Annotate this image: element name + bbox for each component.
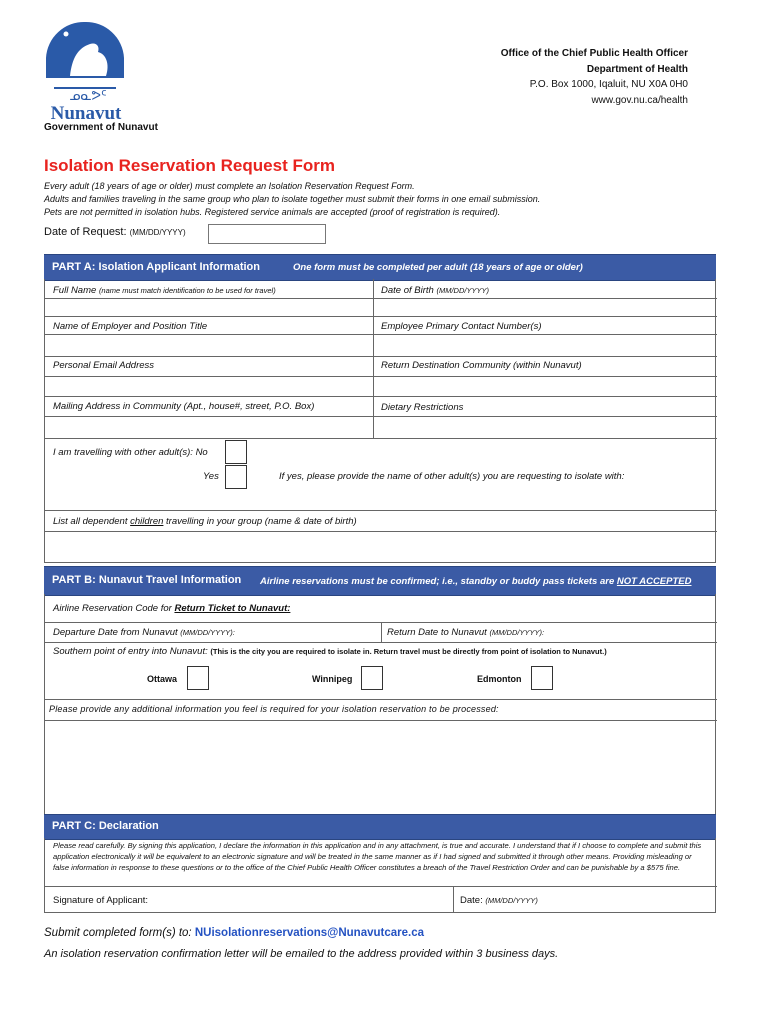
winnipeg-checkbox[interactable] xyxy=(361,666,383,690)
other-adults-label: If yes, please provide the name of other adult(s) you are requesting to isolate with: xyxy=(279,471,625,482)
other-adults-field[interactable] xyxy=(279,485,709,507)
mailing-address-field[interactable] xyxy=(45,417,372,438)
return-date-label: Return Date to Nunavut (MM/DD/YYYY): xyxy=(387,627,545,638)
logo-text: Nunavut xyxy=(50,103,122,123)
employee-contact-label: Employee Primary Contact Number(s) xyxy=(381,321,542,332)
dob-label: Date of Birth (MM/DD/YYYY) xyxy=(381,285,489,296)
additional-info-field[interactable] xyxy=(45,721,716,815)
signature-label: Signature of Applicant: xyxy=(53,895,149,906)
email-label: Personal Email Address xyxy=(53,360,155,371)
full-name-field[interactable] xyxy=(45,299,372,316)
logo-syllabics: ᓄᓇᕗᑦ xyxy=(69,89,107,104)
government-label: Government of Nunavut xyxy=(44,122,158,133)
edmonton-checkbox[interactable] xyxy=(531,666,553,690)
date-of-request-input[interactable] xyxy=(208,224,326,244)
part-b-title: PART B: Nunavut Travel Information xyxy=(52,574,242,586)
travelling-yes-checkbox[interactable] xyxy=(225,465,247,489)
full-name-label: Full Name (name must match identification to be used for travel) xyxy=(53,285,276,296)
office-line-1: Office of the Chief Public Health Officer xyxy=(500,48,688,59)
confirmation-notice: An isolation reservation confirmation letter will be emailed to the address provided within 3 business days. xyxy=(44,948,559,960)
office-line-4[interactable]: www.gov.nu.ca/health xyxy=(591,94,688,106)
part-a-title: PART A: Isolation Applicant Information xyxy=(52,261,260,273)
children-label: List all dependent children travelling in your group (name & date of birth) xyxy=(53,516,357,527)
employer-label: Name of Employer and Position Title xyxy=(53,321,208,332)
form-title: Isolation Reservation Request Form xyxy=(44,156,335,175)
winnipeg-label: Winnipeg xyxy=(312,674,353,684)
intro-line: Adults and families traveling in the same group who plan to isolate together must submit their forms in one email submission. xyxy=(44,194,541,204)
children-field[interactable] xyxy=(45,532,716,563)
dietary-label: Dietary Restrictions xyxy=(381,402,464,413)
office-line-3: P.O. Box 1000, Iqaluit, NU X0A 0H0 xyxy=(529,79,688,90)
submit-email-link[interactable]: NUisolationreservations@Nunavutcare.ca xyxy=(194,927,424,939)
office-line-2: Department of Health xyxy=(586,63,688,75)
part-b-header xyxy=(44,566,716,596)
return-community-field[interactable] xyxy=(374,377,716,396)
travelling-no-checkbox[interactable] xyxy=(225,440,247,464)
ottawa-checkbox[interactable] xyxy=(187,666,209,690)
office-address xyxy=(501,46,688,108)
signature-field[interactable] xyxy=(165,888,449,912)
part-a-subtitle: One form must be completed per adult (18 years of age or older) xyxy=(293,262,583,273)
submit-instruction: Submit completed form(s) to: NUisolationreservations@Nunavutcare.ca xyxy=(44,927,424,939)
date-of-request-label: Date of Request: (MM/DD/YYYY) xyxy=(44,226,186,238)
dob-field[interactable] xyxy=(374,299,716,316)
edmonton-label: Edmonton xyxy=(477,674,522,684)
nunavut-logo xyxy=(40,18,130,123)
travelling-yes-label: Yes xyxy=(203,471,219,482)
airline-code-field[interactable] xyxy=(355,598,711,620)
ottawa-label: Ottawa xyxy=(147,674,178,684)
part-c-header xyxy=(44,814,716,840)
travelling-label: I am travelling with other adult(s): No xyxy=(53,447,208,458)
declaration-date-field[interactable] xyxy=(545,888,713,912)
intro-line: Every adult (18 years of age or older) must complete an Isolation Reservation Request Form. xyxy=(44,181,415,191)
declaration-text: Please read carefully. By signing this application, I declare the information in this application and in any attachment, is true and accurate. I understand that if I choose to complete and submit this application electronically it will be equivalent to an electronic signature and will be treated in the same manner as if I had signed and submitted it through other means. Providing misleading or false information in response to these questions or to the office of the Chief Public Health Officer constitutes a breach of the Travel Restriction Order and can be punishable by a $575 fine. xyxy=(53,841,702,872)
return-community-label: Return Destination Community (within Nunavut) xyxy=(381,360,582,371)
email-field[interactable] xyxy=(45,377,372,396)
departure-label: Departure Date from Nunavut (MM/DD/YYYY): xyxy=(53,627,235,638)
employer-field[interactable] xyxy=(45,335,372,356)
southern-entry-label: Southern point of entry into Nunavut: (This is the city you are required to isolate in. Return travel must be directly from point of isolation to Nunavut.) xyxy=(53,646,607,657)
form-intro xyxy=(44,180,540,219)
intro-line: Pets are not permitted in isolation hubs. Registered service animals are accepted (proof of registration is required). xyxy=(44,207,501,217)
airline-code-label: Airline Reservation Code for Return Ticket to Nunavut: xyxy=(53,603,291,614)
part-b-body xyxy=(44,594,716,816)
part-a-body xyxy=(44,279,716,563)
part-b-subtitle: Airline reservations must be confirmed; i.e., standby or buddy pass tickets are NOT ACCEPTED xyxy=(260,576,692,587)
additional-info-label: Please provide any additional information you feel is required for your isolation reservation to be processed: xyxy=(49,704,499,714)
part-c-title: PART C: Declaration xyxy=(52,820,159,832)
declaration-date-label: Date: (MM/DD/YYYY) xyxy=(460,895,538,906)
mailing-address-label: Mailing Address in Community (Apt., house#, street, P.O. Box) xyxy=(53,401,315,412)
employee-contact-field[interactable] xyxy=(374,335,716,356)
dietary-field[interactable] xyxy=(374,417,716,438)
part-a-header xyxy=(44,254,716,281)
